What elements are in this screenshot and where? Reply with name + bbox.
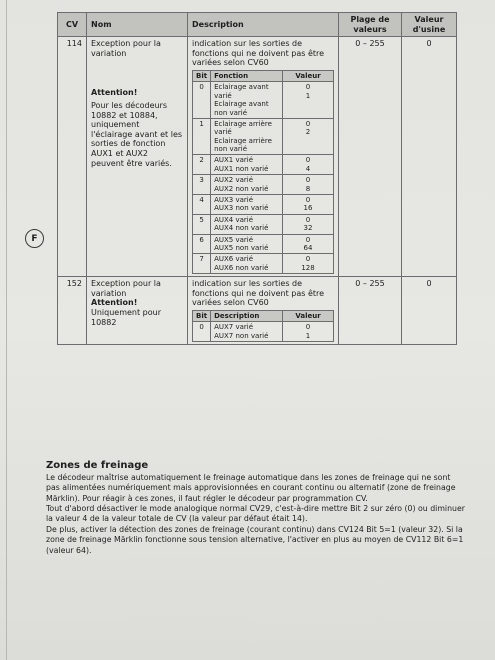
note-label: Attention! [91, 88, 138, 98]
braking-zones-section [46, 460, 466, 556]
table-row-cv114 [58, 37, 457, 277]
function-off: AUX5 non varié [214, 244, 269, 252]
value-on: 0 [305, 323, 311, 332]
function-cell [211, 254, 283, 274]
cv-name: Exception pour la variation [91, 39, 161, 58]
function-off: AUX3 non varié [214, 204, 269, 213]
bit-row [193, 175, 334, 195]
default-value: 0 [402, 277, 457, 345]
bit-table [192, 70, 334, 274]
value-off: 4 [305, 164, 311, 173]
value-cell [283, 322, 334, 342]
function-cell [211, 322, 283, 342]
cv-description: indication sur les sorties de fonctions qui ne doivent pas être variées selon CV60 [192, 39, 325, 68]
bit-number: 0 [193, 322, 211, 342]
function-cell [211, 234, 283, 254]
value-cell [283, 195, 334, 215]
value-off: 128 [301, 263, 315, 272]
function-cell [211, 118, 283, 155]
header-cv: CV [58, 13, 87, 37]
language-tab-f: F [25, 229, 44, 248]
cv-name-cell [87, 277, 188, 345]
value-on: 0 [305, 215, 311, 224]
cv-number: 152 [58, 277, 87, 345]
bit-row [193, 82, 334, 119]
cv-name-cell [87, 37, 188, 277]
value-on: 0 [305, 119, 311, 128]
header-name: Nom [87, 13, 188, 37]
header-range: Plage de valeurs [339, 13, 402, 37]
bit-number: 4 [193, 195, 211, 215]
function-on: AUX5 varié [214, 235, 254, 244]
function-header: Fonction [211, 70, 283, 81]
bit-row [193, 254, 334, 274]
function-cell [211, 195, 283, 215]
function-off: Eclairage arrière non varié [214, 136, 272, 154]
value-cell [283, 214, 334, 234]
fold-line [6, 0, 7, 660]
bit-table-header [193, 70, 334, 81]
function-off: Eclairage avant non varié [214, 100, 269, 117]
function-on: AUX6 varié [214, 255, 254, 264]
value-off: 8 [305, 184, 311, 193]
bit-number: 6 [193, 234, 211, 254]
value-off: 1 [305, 91, 311, 100]
function-off: AUX2 non varié [214, 184, 269, 193]
value-on: 0 [305, 196, 311, 205]
function-on: AUX3 varié [214, 196, 254, 205]
value-header: Valeur [283, 70, 334, 81]
header-description: Description [188, 13, 339, 37]
bit-row [193, 234, 334, 254]
value-on: 0 [305, 83, 311, 92]
value-on: 0 [305, 156, 311, 165]
function-on: AUX7 varié [214, 323, 254, 332]
function-off: AUX4 non varié [214, 224, 269, 233]
bit-number: 3 [193, 175, 211, 195]
bit-row [193, 118, 334, 155]
default-value: 0 [402, 37, 457, 277]
cv-description: indication sur les sorties de fonctions qui ne doivent pas être variées selon CV60 [192, 279, 325, 308]
function-cell [211, 155, 283, 175]
function-on: AUX1 varié [214, 156, 254, 165]
value-cell [283, 175, 334, 195]
value-off: 16 [303, 204, 313, 213]
function-on: Eclairage avant varié [214, 83, 269, 100]
function-on: AUX4 varié [214, 215, 254, 224]
note-text: Uniquement pour 10882 [91, 307, 162, 327]
description-header: Description [211, 310, 283, 321]
bit-number: 1 [193, 118, 211, 155]
bit-number: 5 [193, 214, 211, 234]
value-off: 2 [305, 128, 311, 137]
header-default: Valeur d'usine [402, 13, 457, 37]
value-on: 0 [305, 255, 311, 264]
table-row-cv152 [58, 277, 457, 345]
function-off: AUX6 non varié [214, 263, 269, 272]
note-label: Attention! [91, 298, 138, 308]
value-cell [283, 155, 334, 175]
paragraph: De plus, activer la détection des zones de freinage (courant continu) dans CV124 Bit 5=1 (valeur 32). Si la zone de freinage Märklin fonctionne sous tension alternative, l'activer en plus au moyen de CV112 Bit 6=1 (valeur 64). [46, 524, 464, 555]
bit-number: 0 [193, 82, 211, 119]
bit-number: 7 [193, 254, 211, 274]
value-on: 0 [305, 176, 311, 185]
value-header: Valeur [283, 310, 334, 321]
value-on: 0 [305, 235, 311, 244]
value-cell [283, 118, 334, 155]
function-on: AUX2 varié [214, 176, 254, 185]
function-cell [211, 82, 283, 119]
table-header-row [58, 13, 457, 37]
value-cell [283, 82, 334, 119]
bit-row [193, 322, 334, 342]
cv-description-cell [188, 37, 339, 277]
bit-header: Bit [193, 70, 211, 81]
bit-table [192, 310, 334, 342]
function-off: AUX1 non varié [214, 164, 269, 173]
value-cell [283, 254, 334, 274]
section-title: Zones de freinage [46, 460, 149, 471]
function-off: AUX7 non varié [214, 331, 269, 340]
paragraph: Le décodeur maîtrise automatiquement le freinage automatique dans les zones de freinage qui ne sont pas alimentées numériquement mais approvisionnées en courant continu ou alternatif (zone de freinage Märklin). Pour réagir à ces zones, il faut régler le décodeur par programmation CV. [46, 473, 456, 503]
bit-table-header [193, 310, 334, 321]
bit-number: 2 [193, 155, 211, 175]
value-off: 32 [303, 224, 313, 233]
cv-name: Exception pour la variation [91, 279, 161, 298]
note-text: Pour les décodeurs 10882 et 10884, uniquement l'éclairage avant et les sorties de fonction AUX1 et AUX2 peuvent être variés. [91, 100, 183, 168]
value-range: 0 – 255 [339, 37, 402, 277]
value-cell [283, 234, 334, 254]
function-cell [211, 214, 283, 234]
cv-description-cell [188, 277, 339, 345]
paragraph: Tout d'abord désactiver le mode analogique normal CV29, c'est-à-dire mettre Bit 2 sur zéro (0) ou diminuer la valeur 4 de la valeur totale de CV (la valeur par défaut était 14). [46, 504, 465, 524]
value-off: 64 [303, 244, 313, 252]
cv-number: 114 [58, 37, 87, 277]
value-range: 0 – 255 [339, 277, 402, 345]
bit-row [193, 214, 334, 234]
bit-row [193, 155, 334, 175]
function-on: Eclairage arrière varié [214, 119, 272, 137]
value-off: 1 [305, 331, 311, 340]
bit-row [193, 195, 334, 215]
function-cell [211, 175, 283, 195]
cv-table [57, 12, 457, 345]
bit-header: Bit [193, 310, 211, 321]
